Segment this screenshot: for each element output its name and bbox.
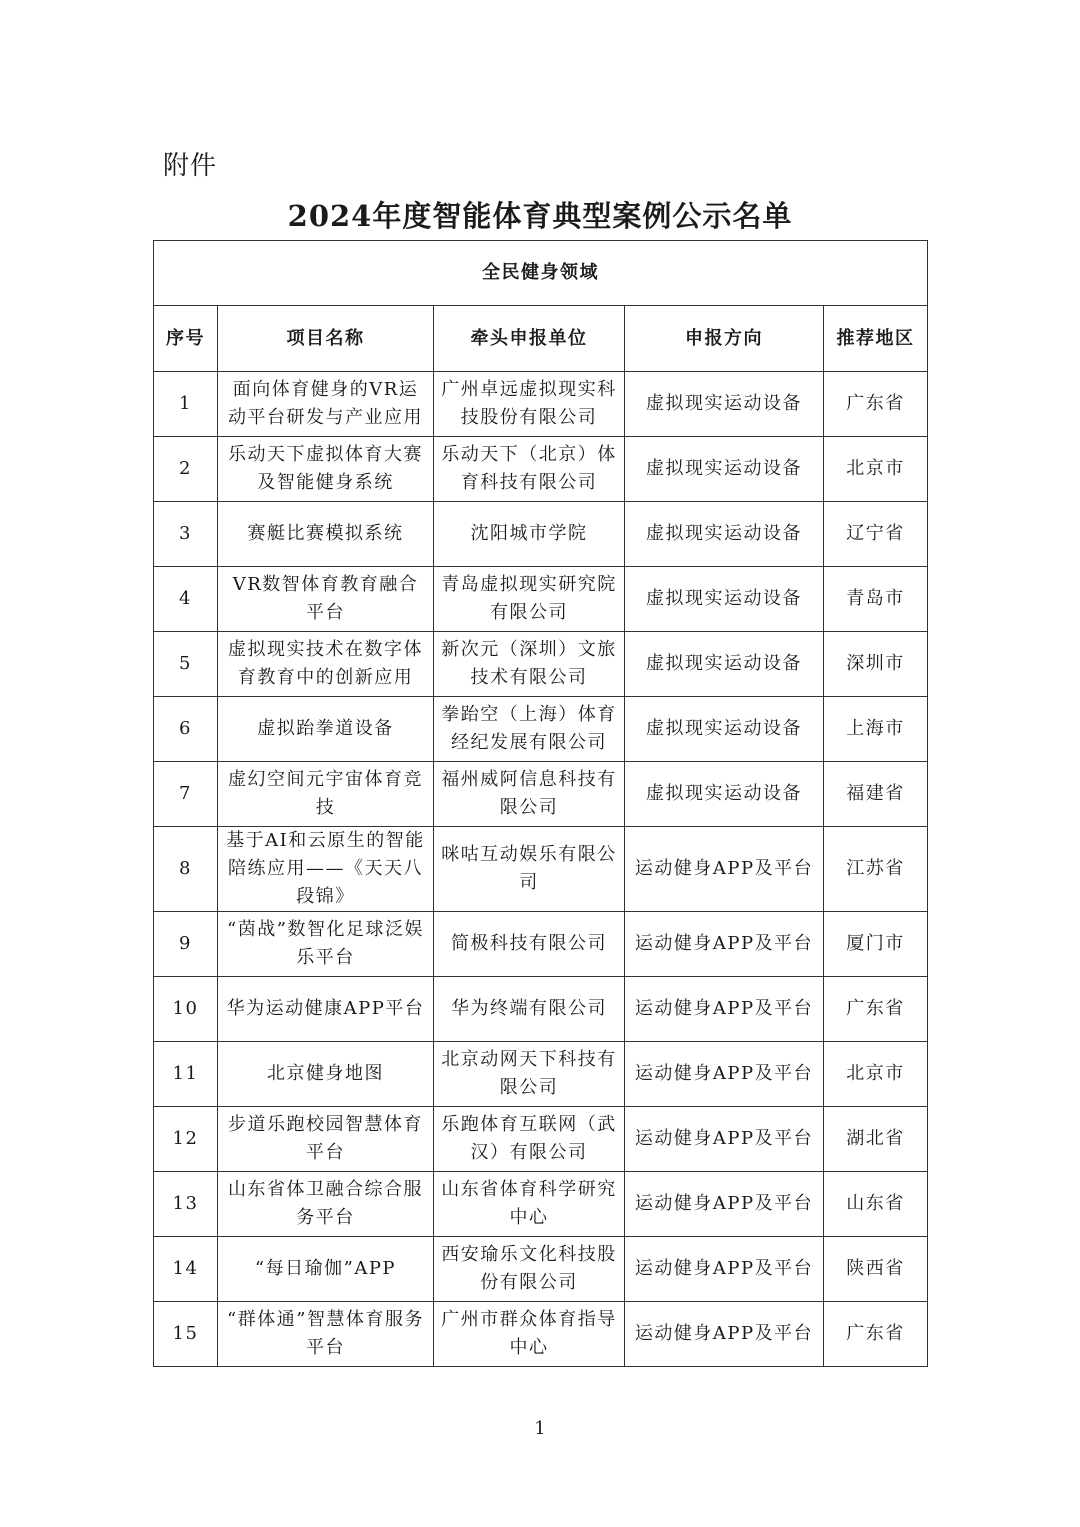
section-row: [154, 241, 928, 306]
cell-direction: 虚拟现实运动设备: [625, 567, 824, 632]
table-row: [154, 912, 928, 977]
cell-project: “每日瑜伽”APP: [218, 1237, 434, 1302]
cell-region: 青岛市: [824, 567, 928, 632]
cell-no: 5: [154, 632, 218, 697]
cell-unit: 华为终端有限公司: [434, 977, 625, 1042]
cell-region: 陕西省: [824, 1237, 928, 1302]
table-row: [154, 372, 928, 437]
cell-no: 8: [154, 827, 218, 912]
cell-region: 江苏省: [824, 827, 928, 912]
cell-no: 7: [154, 762, 218, 827]
cell-region: 广东省: [824, 977, 928, 1042]
header-project: 项目名称: [218, 306, 434, 372]
cell-unit: 拳跆空（上海）体育经纪发展有限公司: [434, 697, 625, 762]
cell-region: 厦门市: [824, 912, 928, 977]
header-row: [154, 306, 928, 372]
cell-unit: 北京动网天下科技有限公司: [434, 1042, 625, 1107]
cell-direction: 运动健身APP及平台: [625, 977, 824, 1042]
cell-unit: 山东省体育科学研究中心: [434, 1172, 625, 1237]
cell-project: 北京健身地图: [218, 1042, 434, 1107]
section-title: 全民健身领域: [154, 241, 928, 306]
cell-region: 广东省: [824, 1302, 928, 1367]
cell-unit: 咪咕互动娱乐有限公司: [434, 827, 625, 912]
cell-unit: 新次元（深圳）文旅技术有限公司: [434, 632, 625, 697]
table-row: [154, 977, 928, 1042]
cell-no: 15: [154, 1302, 218, 1367]
attachment-label: 附件: [163, 151, 218, 181]
header-no: 序号: [154, 306, 218, 372]
cell-direction: 运动健身APP及平台: [625, 912, 824, 977]
cell-no: 12: [154, 1107, 218, 1172]
cell-direction: 虚拟现实运动设备: [625, 372, 824, 437]
cell-unit: 西安瑜乐文化科技股份有限公司: [434, 1237, 625, 1302]
cell-region: 福建省: [824, 762, 928, 827]
header-direction: 申报方向: [625, 306, 824, 372]
cell-region: 北京市: [824, 437, 928, 502]
table-row: [154, 1172, 928, 1237]
table-row: [154, 1042, 928, 1107]
table-row: [154, 437, 928, 502]
cell-unit: 青岛虚拟现实研究院有限公司: [434, 567, 625, 632]
cell-no: 11: [154, 1042, 218, 1107]
cell-direction: 运动健身APP及平台: [625, 1237, 824, 1302]
cell-unit: 广州卓远虚拟现实科技股份有限公司: [434, 372, 625, 437]
cell-region: 广东省: [824, 372, 928, 437]
cell-project: 步道乐跑校园智慧体育平台: [218, 1107, 434, 1172]
case-list-table: [153, 240, 928, 1367]
cell-no: 3: [154, 502, 218, 567]
cell-unit: 乐跑体育互联网（武汉）有限公司: [434, 1107, 625, 1172]
cell-direction: 虚拟现实运动设备: [625, 502, 824, 567]
cell-no: 9: [154, 912, 218, 977]
cell-region: 深圳市: [824, 632, 928, 697]
cell-unit: 广州市群众体育指导中心: [434, 1302, 625, 1367]
table-row: [154, 502, 928, 567]
cell-project: “茵战”数智化足球泛娱乐平台: [218, 912, 434, 977]
cell-project: 山东省体卫融合综合服务平台: [218, 1172, 434, 1237]
cell-direction: 运动健身APP及平台: [625, 1302, 824, 1367]
page-number: 1: [534, 1418, 546, 1439]
cell-no: 10: [154, 977, 218, 1042]
cell-project: 虚幻空间元宇宙体育竞技: [218, 762, 434, 827]
cell-direction: 运动健身APP及平台: [625, 1107, 824, 1172]
cell-no: 4: [154, 567, 218, 632]
table-row: [154, 567, 928, 632]
table-row: [154, 762, 928, 827]
cell-project: 虚拟跆拳道设备: [218, 697, 434, 762]
cell-no: 2: [154, 437, 218, 502]
cell-region: 上海市: [824, 697, 928, 762]
cell-region: 辽宁省: [824, 502, 928, 567]
table-row: [154, 1237, 928, 1302]
cell-project: “群体通”智慧体育服务平台: [218, 1302, 434, 1367]
document-title: 2024年度智能体育典型案例公示名单: [287, 199, 793, 233]
cell-direction: 运动健身APP及平台: [625, 1042, 824, 1107]
header-region: 推荐地区: [824, 306, 928, 372]
table-row: [154, 1302, 928, 1367]
cell-no: 1: [154, 372, 218, 437]
cell-region: 湖北省: [824, 1107, 928, 1172]
cell-direction: 虚拟现实运动设备: [625, 697, 824, 762]
cell-direction: 虚拟现实运动设备: [625, 762, 824, 827]
cell-project: 虚拟现实技术在数字体育教育中的创新应用: [218, 632, 434, 697]
cell-unit: 福州威阿信息科技有限公司: [434, 762, 625, 827]
table-row: [154, 827, 928, 912]
cell-direction: 运动健身APP及平台: [625, 827, 824, 912]
cell-project: 赛艇比赛模拟系统: [218, 502, 434, 567]
table-row: [154, 697, 928, 762]
cell-project: VR数智体育教育融合平台: [218, 567, 434, 632]
cell-region: 山东省: [824, 1172, 928, 1237]
table-row: [154, 1107, 928, 1172]
cell-unit: 简极科技有限公司: [434, 912, 625, 977]
cell-unit: 乐动天下（北京）体育科技有限公司: [434, 437, 625, 502]
cell-project: 乐动天下虚拟体育大赛及智能健身系统: [218, 437, 434, 502]
cell-project: 基于AI和云原生的智能陪练应用——《天天八段锦》: [218, 827, 434, 912]
cell-direction: 虚拟现实运动设备: [625, 437, 824, 502]
cell-no: 6: [154, 697, 218, 762]
header-unit: 牵头申报单位: [434, 306, 625, 372]
cell-project: 华为运动健康APP平台: [218, 977, 434, 1042]
cell-region: 北京市: [824, 1042, 928, 1107]
cell-unit: 沈阳城市学院: [434, 502, 625, 567]
cell-no: 13: [154, 1172, 218, 1237]
cell-direction: 运动健身APP及平台: [625, 1172, 824, 1237]
cell-direction: 虚拟现实运动设备: [625, 632, 824, 697]
cell-project: 面向体育健身的VR运动平台研发与产业应用: [218, 372, 434, 437]
table-row: [154, 632, 928, 697]
cell-no: 14: [154, 1237, 218, 1302]
